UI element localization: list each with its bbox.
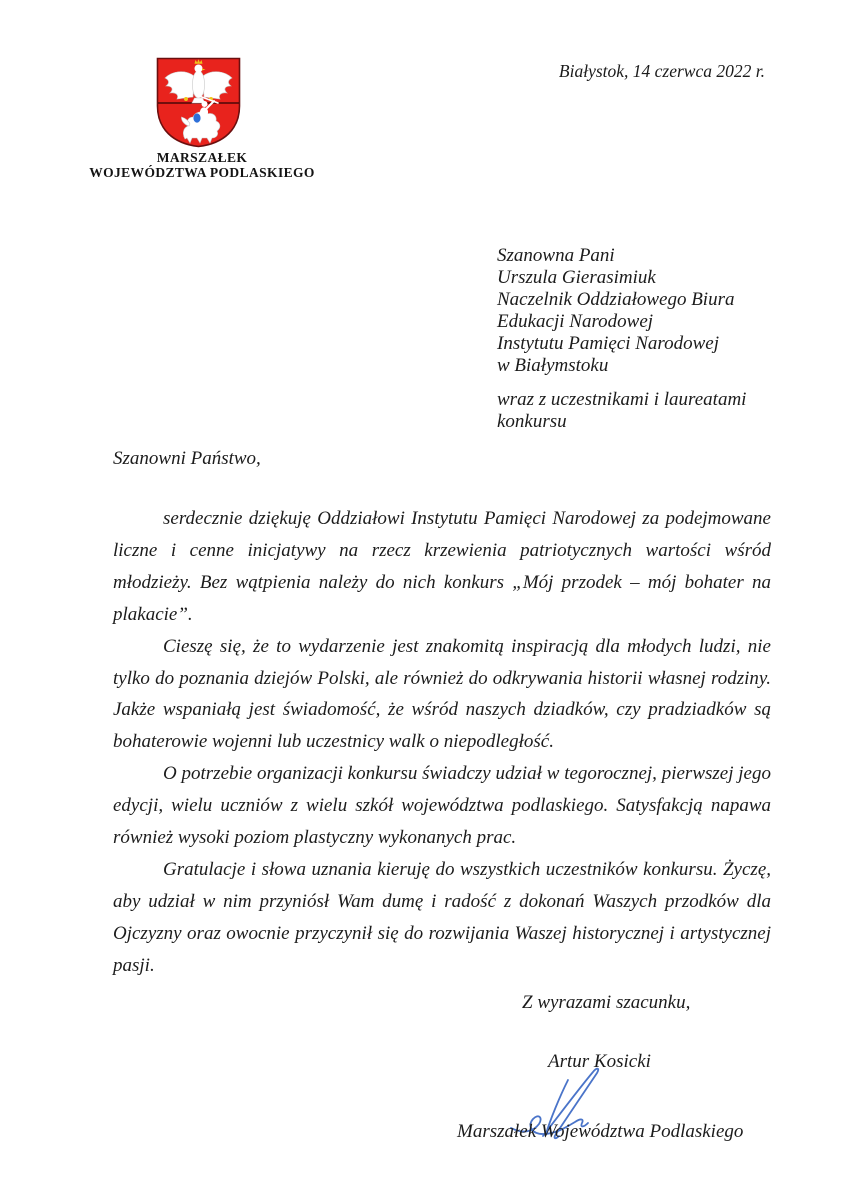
recipient-line: Urszula Gierasimiuk	[497, 266, 656, 288]
signer-title: Marszałek Województwa Podlaskiego	[457, 1121, 744, 1142]
paragraph-2: Cieszę się, że to wydarzenie jest znakomitą inspiracją dla młodych ludzi, nie tylko do poznania dziejów Polski, ale również do odkrywania historii własnej rodziny. Jakże wspaniałą jest świadomość, że wśród naszych dziadków, czy pradziadków są bohaterowie wojenni lub uczestnicy walk o niepodległość.	[113, 635, 771, 753]
paragraph-1: serdecznie dziękuję Oddziałowi Instytutu Pamięci Narodowej za podejmowane liczne i cenne inicjatywy na rzecz krzewienia patriotycznych wartości wśród młodzieży. Bez wątpienia należy do nich konkurs „Mój przodek – mój bohater na plakacie”.	[113, 508, 771, 625]
recipient-gap	[497, 376, 746, 389]
signer-name: Artur Kosicki	[548, 1051, 651, 1072]
coat-of-arms-icon	[155, 56, 242, 149]
valediction: Z wyrazami szacunku,	[522, 992, 691, 1013]
recipient-line: Edukacji Narodowej	[497, 310, 654, 332]
recipient-line: Instytutu Pamięci Narodowej	[497, 332, 719, 354]
sender-title	[62, 150, 342, 180]
paragraph-4: Gratulacje i słowa uznania kieruję do wszystkich uczestników konkursu. Życzę, aby udział w nim przyniósł Wam dumę i radość z dokonań Waszych przodków dla Ojczyzny oraz owocnie przyczynił się do rozwijania Waszej historycznej i artystycznej pasji.	[113, 858, 771, 976]
recipient-line: w Białymstoku	[497, 354, 609, 376]
recipient-line: Szanowna Pani	[497, 245, 615, 266]
sender-title-line1: MARSZAŁEK	[156, 150, 248, 165]
recipient-line: Naczelnik Oddziałowego Biura	[497, 288, 735, 310]
salutation: Szanowni Państwo,	[113, 448, 261, 469]
letter-body	[113, 503, 771, 982]
recipient-co-line: wraz z uczestnikami i laureatami	[497, 389, 747, 411]
recipient-co-line: konkursu	[497, 411, 567, 433]
recipient-block	[497, 245, 746, 433]
paragraph-3: O potrzebie organizacji konkursu świadczy udział w tegorocznej, pierwszej jego edycji, wielu uczniów z wielu szkół województwa podlaskiego. Satysfakcją napawa również wysoki poziom plastyczny wykonanych prac.	[113, 763, 771, 849]
place-date-line: Białystok, 14 czerwca 2022 r.	[558, 61, 765, 81]
sender-title-line2: WOJEWÓDZTWA PODLASKIEGO	[89, 165, 315, 180]
